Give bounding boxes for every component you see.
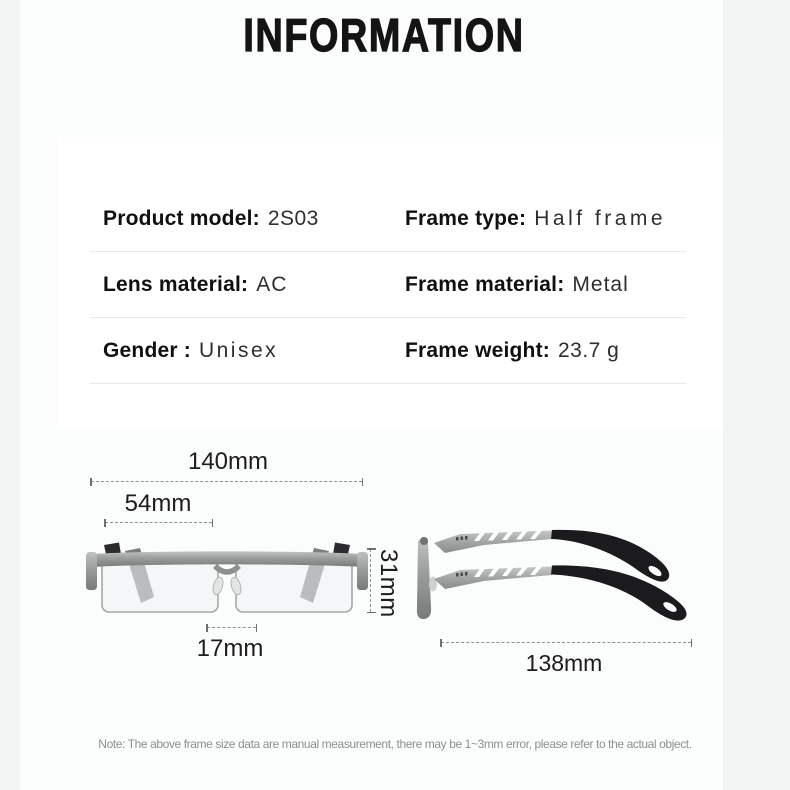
page-title: INFORMATION: [243, 9, 525, 61]
spec-row-materials: [90, 252, 686, 318]
front-brow-bar: [91, 551, 363, 567]
glasses-side-photo: [412, 527, 702, 627]
dim-line-lens-width: [105, 522, 212, 523]
spec-cell-frame-material: [405, 273, 686, 297]
measurement-note: Note: The above frame size data are manual measurement, there may be 1~3mm error, please refer to the actual object.: [98, 737, 692, 751]
side-hinge-knob: [420, 537, 428, 545]
dim-line-bridge-width: [207, 627, 256, 628]
front-left-endpiece: [86, 552, 97, 590]
spec-value: Unisex: [198, 338, 279, 362]
dim-line-lens-height: [370, 549, 371, 612]
spec-label: Product model:: [103, 206, 260, 230]
dim-label-total-width: 140mm: [187, 448, 269, 475]
side-front-rim: [417, 538, 431, 619]
spec-label: Lens material:: [103, 272, 249, 296]
dim-label-temple-length: 138mm: [525, 650, 603, 676]
front-right-lens: [236, 559, 352, 612]
spec-cell-product-model: [90, 207, 405, 231]
spec-value: AC: [256, 272, 288, 296]
spec-row-model-type: [90, 186, 686, 252]
spec-label: Frame type:: [405, 206, 527, 230]
spec-cell-lens-material: [90, 273, 405, 297]
spec-value: Half frame: [534, 206, 667, 230]
spec-table: [90, 186, 686, 384]
dim-line-total-width: [91, 481, 362, 482]
spec-label: Frame material:: [405, 272, 565, 296]
spec-label: Gender :: [103, 338, 191, 362]
temple-logo-marks: [456, 573, 459, 577]
front-right-endpiece: [357, 552, 368, 590]
temple-logo-marks: [465, 572, 468, 576]
temple-logo-marks: [465, 536, 468, 540]
spec-value: 23.7 g: [557, 338, 620, 362]
spec-cell-frame-weight: [405, 339, 686, 363]
spec-cell-frame-type: [405, 207, 686, 231]
temple-logo-marks: [461, 537, 464, 541]
dim-label-lens-width: 54mm: [124, 490, 192, 517]
temple-logo-marks: [456, 537, 459, 541]
dim-label-lens-height: 31mm: [375, 549, 402, 618]
spec-cell-gender: [90, 339, 405, 363]
spec-value: 2S03: [267, 206, 319, 230]
front-bridge: [215, 566, 239, 572]
glasses-front-photo: [85, 537, 369, 617]
dim-label-bridge-width: 17mm: [196, 635, 264, 662]
dim-line-temple-length: [441, 642, 691, 643]
spec-row-gender-weight: [90, 318, 686, 384]
spec-label: Frame weight:: [405, 338, 550, 362]
front-left-lens: [102, 559, 218, 612]
spec-value: Metal: [572, 272, 629, 296]
temple-logo-marks: [461, 573, 464, 577]
